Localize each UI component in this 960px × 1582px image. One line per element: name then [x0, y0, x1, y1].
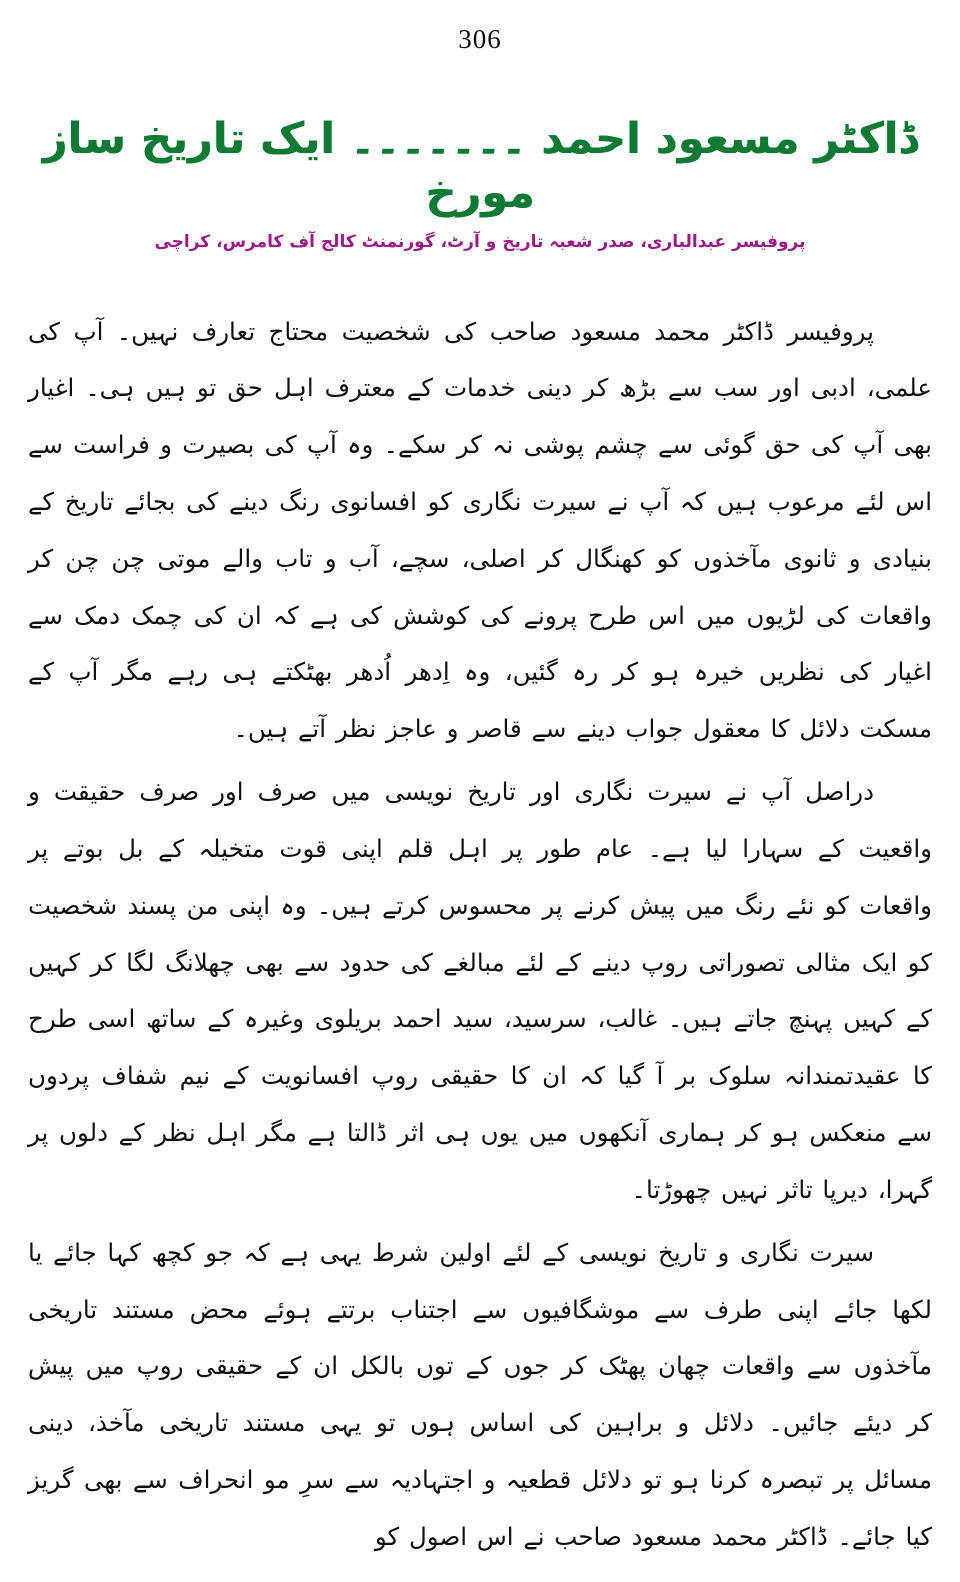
body-paragraph: پروفیسر ڈاکٹر محمد مسعود صاحب کی شخصیت محتاج تعارف نہیں۔ آپ کی علمی، ادبی اور سب سے بڑھ کر دینی خدمات کے معترف اہل حق تو ہیں ہی۔ اغیار بھی آپ کی حق گوئی سے چشم پوشی نہ کر سکے۔ وہ آپ کی بصیرت و فراست سے اس لئے مرعوب ہیں کہ آپ نے سیرت نگاری کو افسانوی رنگ دینے کی بجائے تاریخ کے بنیادی و ثانوی مآخذوں کو کھنگال کر اصلی، سچے، آب و تاب والے موتی چن چن کر واقعات کی لڑیوں میں اس طرح پرونے کی کوشش کی ہے کہ ان کی چمک دمک سے اغیار کی نظریں خیرہ ہو کر رہ گئیں، وہ اِدھر اُدھر بھٹکتے ہی رہے مگر آپ کے مسکت دلائل کا معقول جواب دینے سے قاصر و عاجز نظر آتے ہیں۔: [28, 316, 932, 744]
article-body: [28, 304, 932, 1566]
body-paragraph: دراصل آپ نے سیرت نگاری اور تاریخ نویسی میں صرف اور صرف حقیقت و واقعیت کے سہارا لیا ہے۔ عام طور پر اہل قلم اپنی قوت متخیلہ کے بل بوتے پر واقعات کو نئے رنگ میں پیش کرنے پر محسوس کرتے ہیں۔ وہ اپنی من پسند شخصیت کو ایک مثالی تصوراتی روپ دینے کے لئے مبالغے کی حدود سے بھی چھلانگ لگا کر کہیں کے کہیں پہنچ جاتے ہیں۔ غالب، سرسید، سید احمد بریلوی وغیرہ کے ساتھ اسی طرح کا عقیدتمندانہ سلوک بر آ گیا کہ ان کا حقیقی روپ افسانویت کے نیم شفاف پردوں سے منعکس ہو کر ہماری آنکھوں میں یوں ہی اثر ڈالتا ہے مگر اہل نظر کے دلوں پر گہرا، دیرپا تاثر نہیں چھوڑتا۔: [28, 777, 932, 1204]
article-title: ڈاکٹر مسعود احمد ۔۔۔۔۔۔۔ ایک تاریخ ساز مورخ: [42, 114, 918, 218]
page-number: 306: [458, 24, 502, 54]
body-paragraph: سیرت نگاری و تاریخ نویسی کے لئے اولین شرط یہی ہے کہ جو کچھ کہا جائے یا لکھا جائے اپنی طرف سے موشگافیوں سے اجتناب برتتے ہوئے محض مستند تاریخی مآخذوں سے واقعات چھان پھٹک کر جوں کے توں بالکل ان کے حقیقی روپ میں پیش کر دیئے جائیں۔ دلائل و براہین کی اساس ہوں تو یہی مستند تاریخی مآخذ، دینی مسائل پر تبصرہ کرنا ہو تو دلائل قطعیہ و اجتہادیہ سے سرِ مو انحراف سے بھی گریز کیا جائے۔ ڈاکٹر محمد مسعود صاحب نے اس اصول کو: [28, 1237, 932, 1551]
article-header: [28, 113, 932, 252]
article-byline: پروفیسر عبدالباری، صدر شعبہ تاریخ و آرٹ، گورنمنٹ کالج آف کامرس، کراچی: [154, 231, 806, 252]
